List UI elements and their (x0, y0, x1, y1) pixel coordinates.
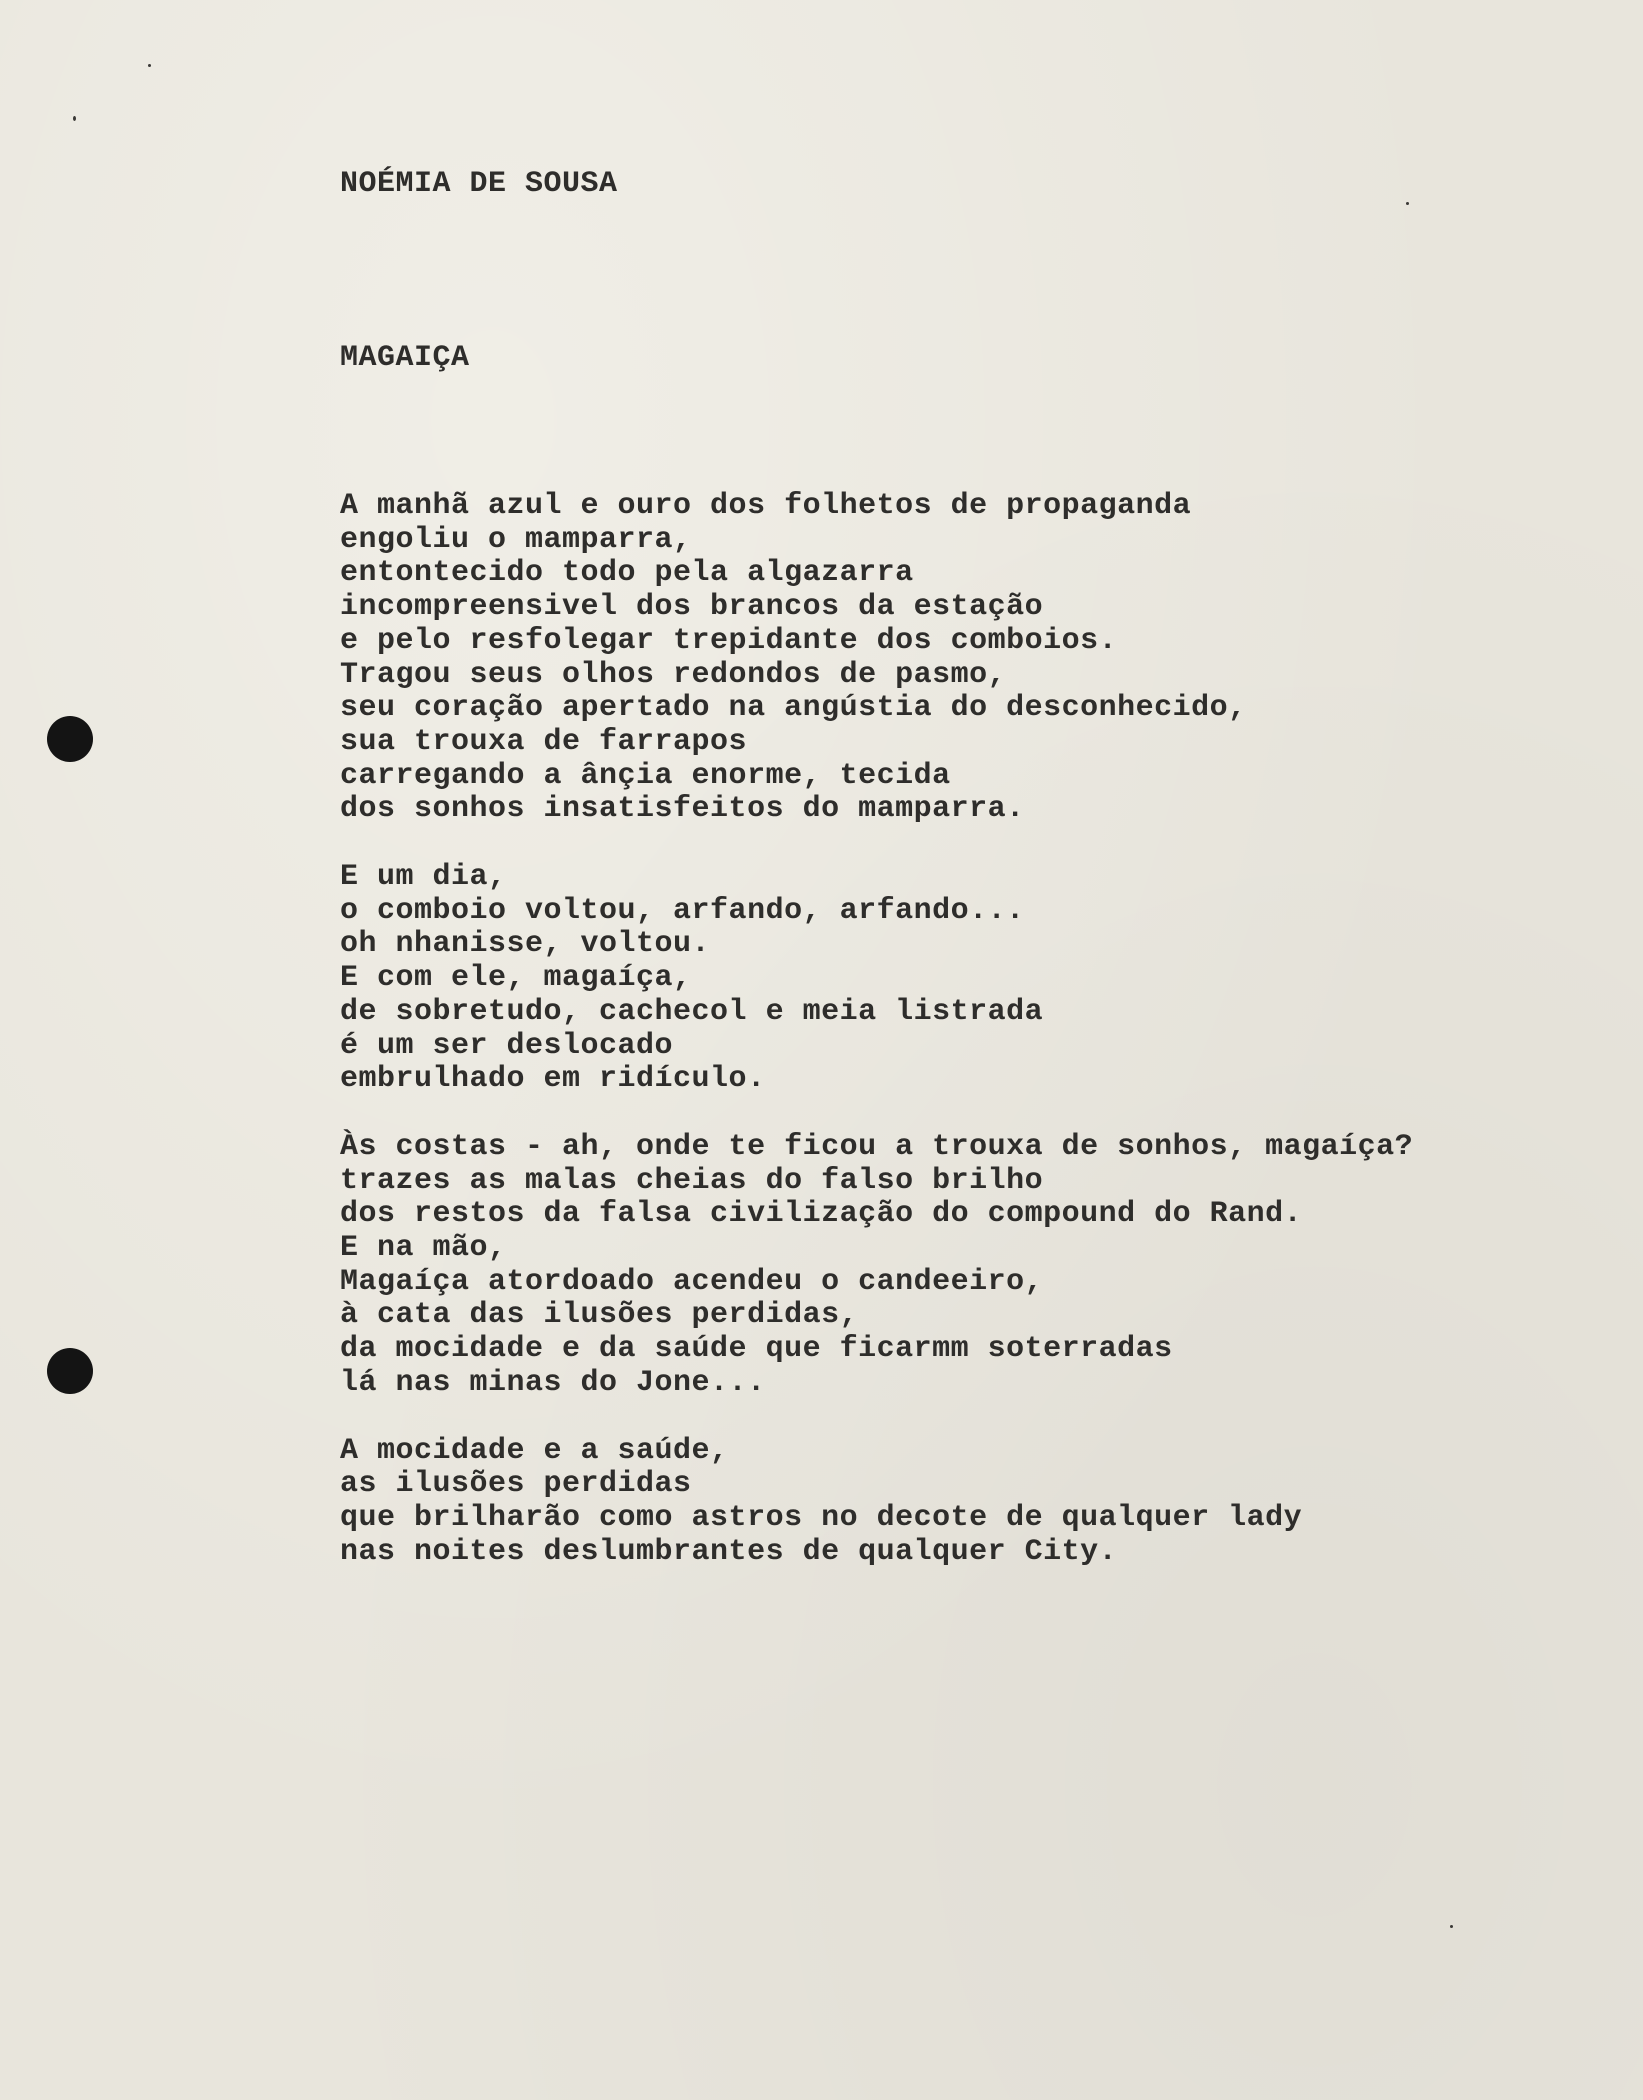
poem-line: A mocidade e a saúde, (340, 1433, 729, 1468)
poem-line: incompreensivel dos brancos da estação (340, 590, 1044, 625)
poem-line: embrulhado em ridículo. (340, 1062, 766, 1097)
poem-line: as ilusões perdidas (340, 1467, 692, 1502)
poem-line: Tragou seus olhos redondos de pasmo, (340, 657, 1007, 692)
poem-line: sua trouxa de farrapos (340, 724, 748, 759)
poem-line: Às costas - ah, onde te ficou a trouxa de sonhos, magaíça? (340, 1129, 1414, 1164)
punch-hole (47, 1348, 93, 1394)
poem-title: MAGAIÇA (340, 341, 470, 375)
poem-line: seu coração apertado na angústia do desconhecido, (340, 691, 1247, 726)
poem-line: e pelo resfolegar trepidante dos comboios. (340, 623, 1118, 658)
paper-speck (148, 64, 151, 67)
poem-line: da mocidade e da saúde que ficarmm soterradas (340, 1332, 1173, 1367)
paper-speck (73, 116, 76, 121)
poem-line: trazes as malas cheias do falso brilho (340, 1163, 1044, 1198)
poem-line: E um dia, (340, 860, 507, 895)
poem-line: entontecido todo pela algazarra (340, 556, 914, 591)
poem-line: E com ele, magaíça, (340, 961, 692, 996)
punch-hole (47, 716, 93, 762)
poem-body (340, 490, 1540, 1603)
poem-line: de sobretudo, cachecol e meia listrada (340, 994, 1044, 1029)
stanza-2 (340, 861, 1540, 1097)
stanza-3 (340, 1131, 1540, 1401)
poem-line: dos restos da falsa civilização do compound do Rand. (340, 1197, 1303, 1232)
poem-line: dos sonhos insatisfeitos do mamparra. (340, 792, 1025, 827)
poem-line: A manhã azul e ouro dos folhetos de propaganda (340, 489, 1192, 523)
paper-speck (1450, 1925, 1453, 1928)
author-name: NOÉMIA DE SOUSA (340, 167, 618, 201)
poem-line: o comboio voltou, arfando, arfando... (340, 893, 1025, 928)
stanza-1 (340, 490, 1540, 827)
stanza-4 (340, 1435, 1540, 1570)
poem-line: engoliu o mamparra, (340, 522, 692, 557)
poem-line: Magaíça atordoado acendeu o candeeiro, (340, 1264, 1044, 1299)
poem-line: à cata das ilusões perdidas, (340, 1298, 859, 1333)
paper-speck (1406, 202, 1409, 205)
poem-line: E na mão, (340, 1231, 507, 1266)
poem-line: é um ser deslocado (340, 1028, 674, 1063)
poem-line: oh nhanisse, voltou. (340, 927, 711, 962)
poem-line: lá nas minas do Jone... (340, 1365, 766, 1400)
poem-line: que brilharão como astros no decote de qualquer lady (340, 1500, 1303, 1535)
poem-line: carregando a ânçia enorme, tecida (340, 758, 951, 793)
poem-line: nas noites deslumbrantes de qualquer City. (340, 1534, 1118, 1569)
